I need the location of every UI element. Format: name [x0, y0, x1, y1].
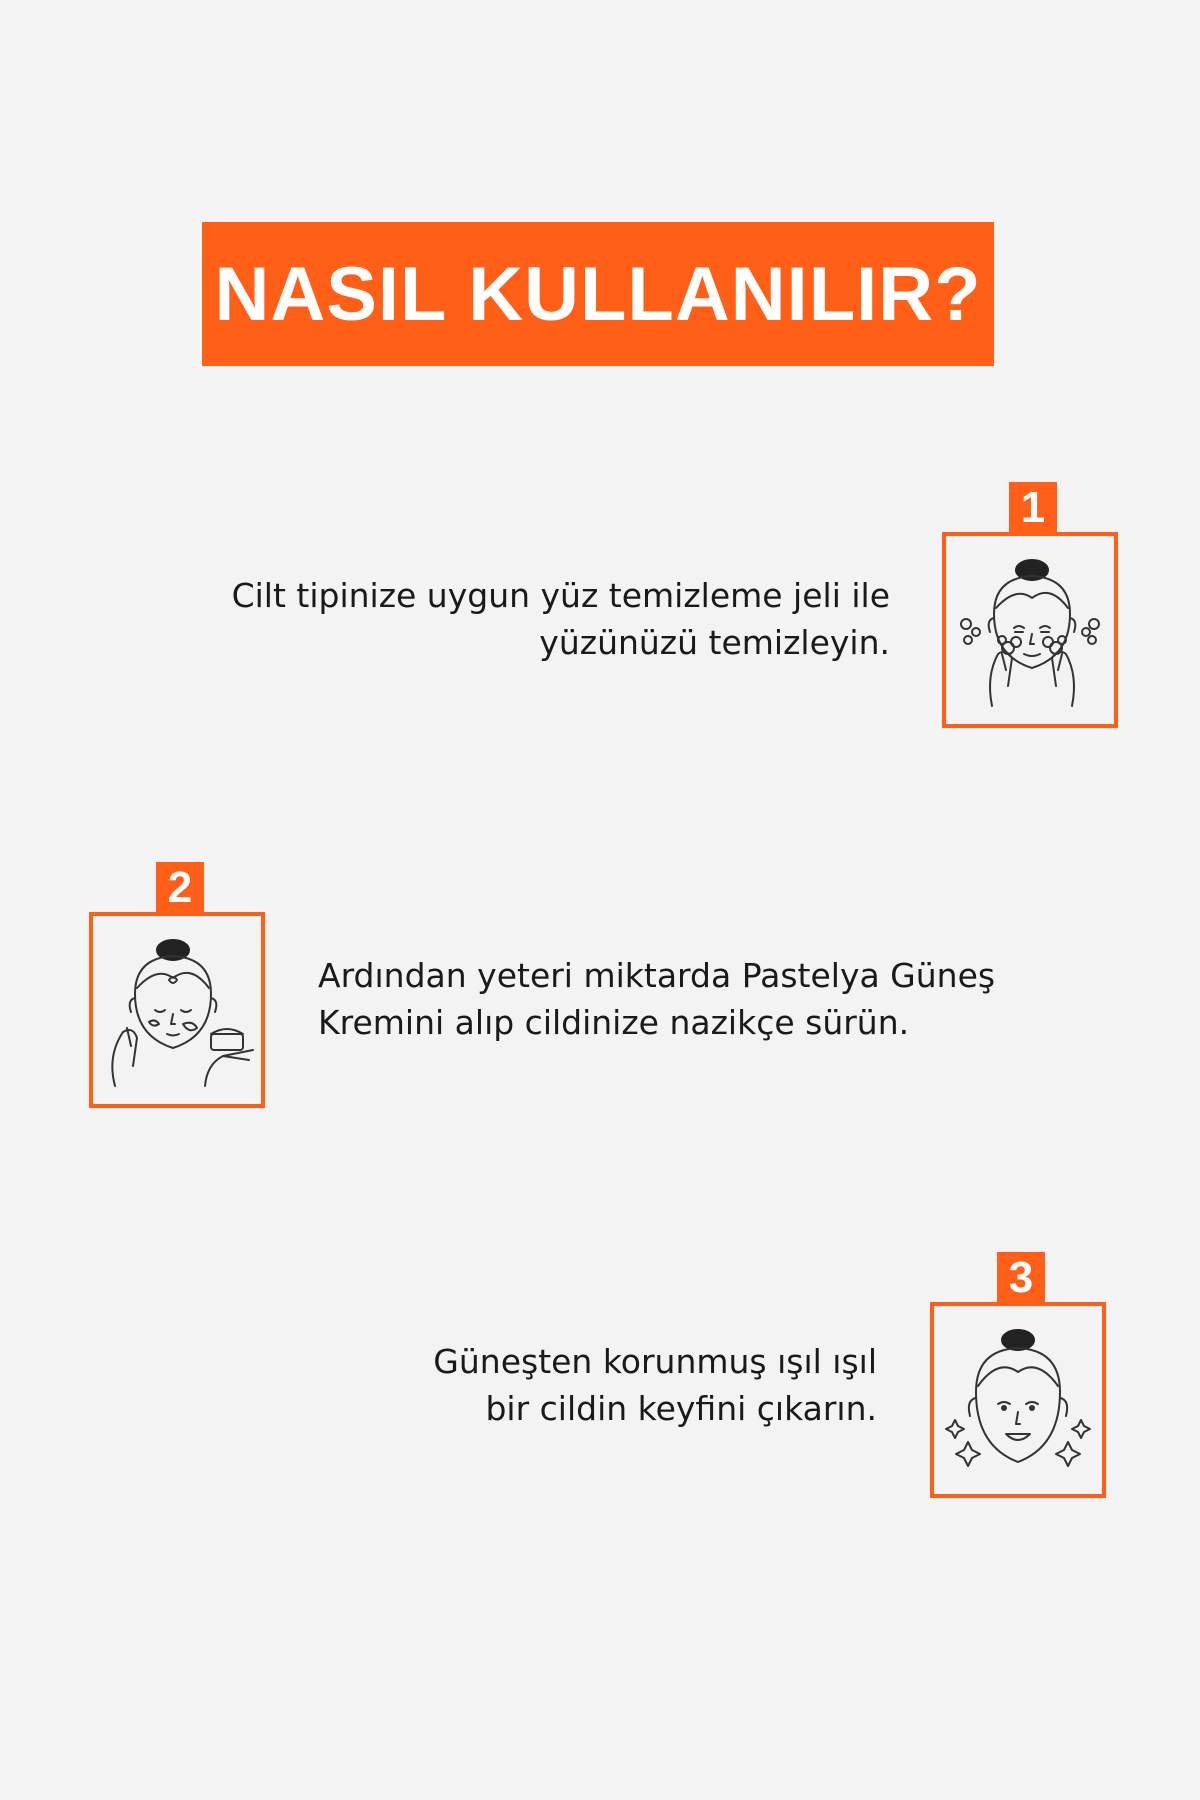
- step-3-line-2: bir cildin keyfini çıkarın.: [485, 1389, 877, 1428]
- page-title: NASIL KULLANILIR?: [214, 251, 982, 337]
- step-2-line-1: Ardından yeteri miktarda Pastelya Güneş: [318, 956, 996, 995]
- step-2-line-2: Kremini alıp cildinize nazikçe sürün.: [318, 1003, 910, 1042]
- glowing-face-icon: [934, 1306, 1102, 1494]
- step-3-badge: 3: [997, 1252, 1045, 1304]
- title-banner: [202, 222, 994, 366]
- step-3-line-1: Güneşten korunmuş ışıl ışıl: [433, 1342, 877, 1381]
- step-1-line-2: yüzünüzü temizleyin.: [539, 623, 890, 662]
- step-1-icon-frame: [942, 532, 1118, 728]
- step-1-badge: 1: [1009, 482, 1057, 534]
- face-washing-icon: [946, 536, 1114, 724]
- step-3-text: [433, 1338, 877, 1432]
- step-2-badge: 2: [156, 862, 204, 914]
- step-2-text: [318, 952, 995, 1046]
- step-3-icon-frame: [930, 1302, 1106, 1498]
- step-1-text: [232, 572, 890, 666]
- step-1-line-1: Cilt tipinize uygun yüz temizleme jeli ile: [231, 576, 890, 615]
- cream-applying-icon: [93, 916, 261, 1104]
- step-2-icon-frame: [89, 912, 265, 1108]
